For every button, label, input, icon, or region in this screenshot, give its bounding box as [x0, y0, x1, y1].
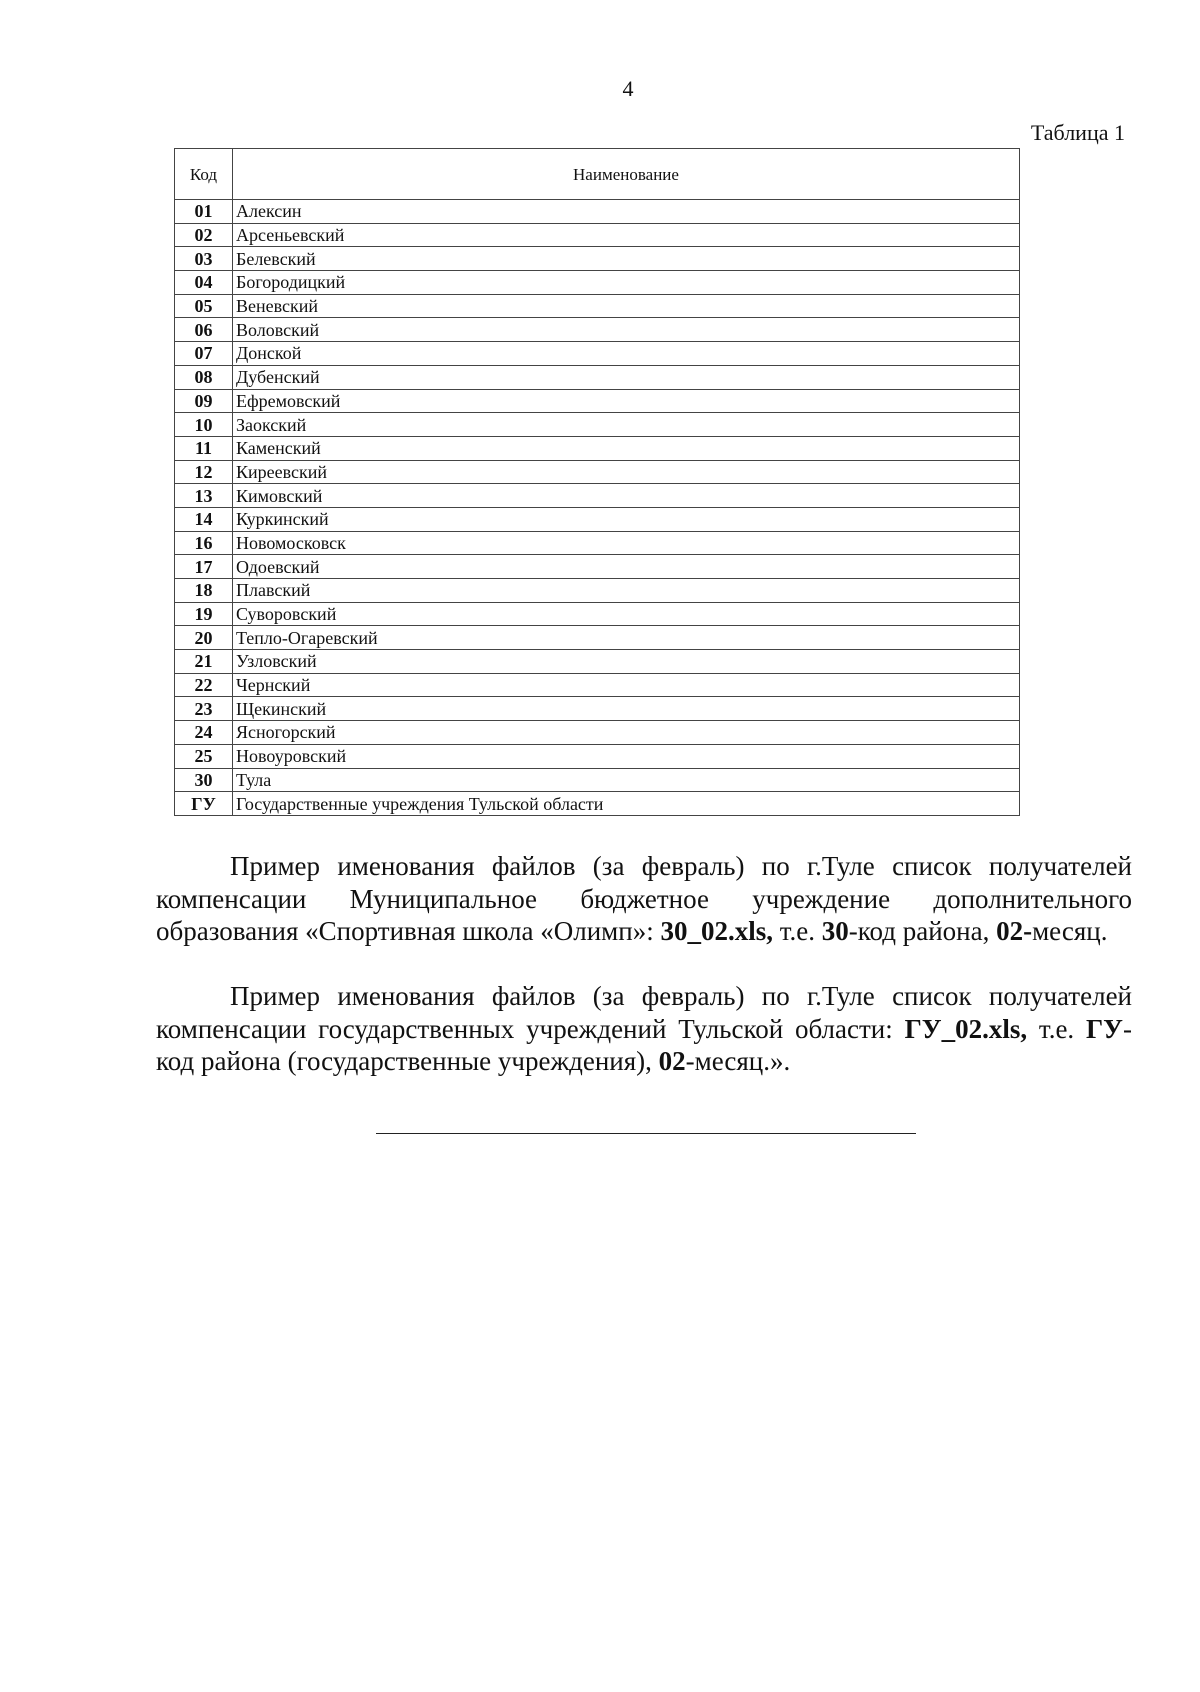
example-1-text-c: -код района, [848, 916, 997, 946]
table-row [175, 531, 1020, 555]
example-2-text-c: -код района (государственные учреждения), [156, 1013, 1132, 1076]
district-code-cell: 17 [175, 555, 233, 579]
district-codes-table [174, 148, 1020, 816]
table-row [175, 484, 1020, 508]
table-row [175, 389, 1020, 413]
district-name-cell: Воловский [233, 318, 1020, 342]
district-code-cell: 30 [175, 768, 233, 792]
district-name-cell: Донской [233, 342, 1020, 366]
district-name-cell: Новоуровский [233, 744, 1020, 768]
table-row [175, 460, 1020, 484]
district-code-cell: 05 [175, 294, 233, 318]
example-2-text-d: -месяц.». [685, 1046, 791, 1076]
district-code-cell: 20 [175, 626, 233, 650]
district-code-cell: 10 [175, 413, 233, 437]
example-1-text-d: месяц. [1032, 916, 1108, 946]
example-1-text-a: Пример именования файлов (за февраль) по г.Туле список получателей компенсации Муниципальное бюджетное учреждение дополнительного образования «Спортивная школа «Олимп»: [156, 851, 1132, 946]
district-name-cell: Куркинский [233, 507, 1020, 531]
table-row [175, 721, 1020, 745]
district-name-cell: Новомосковск [233, 531, 1020, 555]
district-name-cell: Государственные учреждения Тульской области [233, 792, 1020, 816]
table-row [175, 626, 1020, 650]
district-name-cell: Заокский [233, 413, 1020, 437]
district-name-cell: Алексин [233, 200, 1020, 224]
example-2-month: 02 [658, 1046, 686, 1076]
district-name-cell: Белевский [233, 247, 1020, 271]
district-code-cell: 25 [175, 744, 233, 768]
district-name-cell: Суворовский [233, 602, 1020, 626]
district-code-cell: 08 [175, 365, 233, 389]
example-1-month: 02- [996, 916, 1033, 946]
example-paragraph-2 [156, 980, 1132, 1078]
district-name-cell: Щекинский [233, 697, 1020, 721]
table-row [175, 271, 1020, 295]
example-1-text-b: т.е. [773, 916, 822, 946]
table-row [175, 365, 1020, 389]
district-code-cell: 18 [175, 579, 233, 603]
header-name: Наименование [233, 149, 1020, 200]
district-name-cell: Тула [233, 768, 1020, 792]
table-row [175, 602, 1020, 626]
district-code-cell: 07 [175, 342, 233, 366]
district-code-cell: 03 [175, 247, 233, 271]
table-row [175, 294, 1020, 318]
table-body [175, 200, 1020, 816]
district-name-cell: Одоевский [233, 555, 1020, 579]
district-name-cell: Богородицкий [233, 271, 1020, 295]
table-row [175, 247, 1020, 271]
district-name-cell: Каменский [233, 436, 1020, 460]
district-code-cell: 19 [175, 602, 233, 626]
district-name-cell: Ефремовский [233, 389, 1020, 413]
table-row [175, 744, 1020, 768]
example-paragraph-1 [156, 850, 1132, 948]
district-code-cell: ГУ [175, 792, 233, 816]
district-code-cell: 02 [175, 223, 233, 247]
example-1-code: 30 [821, 916, 849, 946]
district-name-cell: Чернский [233, 673, 1020, 697]
table-row [175, 650, 1020, 674]
header-code: Код [175, 149, 233, 200]
table-header-row [175, 149, 1020, 200]
district-code-cell: 09 [175, 389, 233, 413]
district-name-cell: Веневский [233, 294, 1020, 318]
table-row [175, 768, 1020, 792]
district-name-cell: Узловский [233, 650, 1020, 674]
table-row [175, 555, 1020, 579]
district-name-cell: Кимовский [233, 484, 1020, 508]
table-row [175, 697, 1020, 721]
district-code-cell: 16 [175, 531, 233, 555]
district-code-cell: 13 [175, 484, 233, 508]
district-code-cell: 11 [175, 436, 233, 460]
district-name-cell: Киреевский [233, 460, 1020, 484]
table-row [175, 673, 1020, 697]
district-name-cell: Арсеньевский [233, 223, 1020, 247]
table-row [175, 579, 1020, 603]
table-row [175, 200, 1020, 224]
example-1-file-name: 30_02.xls, [660, 916, 773, 946]
table-caption: Таблица 1 [1030, 120, 1125, 145]
table-row [175, 342, 1020, 366]
district-name-cell: Ясногорский [233, 721, 1020, 745]
example-2-file-name: ГУ_02.xls, [904, 1013, 1028, 1044]
district-code-cell: 21 [175, 650, 233, 674]
page-number: 4 [622, 76, 634, 101]
district-code-cell: 04 [175, 271, 233, 295]
district-name-cell: Плавский [233, 579, 1020, 603]
district-name-cell: Дубенский [233, 365, 1020, 389]
district-code-cell: 24 [175, 721, 233, 745]
end-separator-line [376, 1133, 916, 1134]
example-2-code: ГУ [1086, 1013, 1123, 1044]
table-row [175, 436, 1020, 460]
district-code-cell: 01 [175, 200, 233, 224]
district-name-cell: Тепло-Огаревский [233, 626, 1020, 650]
table-row [175, 223, 1020, 247]
district-code-cell: 06 [175, 318, 233, 342]
table-row [175, 413, 1020, 437]
table-row [175, 507, 1020, 531]
table-row [175, 318, 1020, 342]
district-code-cell: 22 [175, 673, 233, 697]
district-code-cell: 12 [175, 460, 233, 484]
district-code-cell: 14 [175, 507, 233, 531]
district-code-cell: 23 [175, 697, 233, 721]
example-2-text-b: т.е. [1027, 1013, 1086, 1044]
table-row [175, 792, 1020, 816]
example-2-text-a: Пример именования файлов (за февраль) по г.Туле список получателей компенсации государственных учреждений Тульской области: [156, 981, 1132, 1044]
